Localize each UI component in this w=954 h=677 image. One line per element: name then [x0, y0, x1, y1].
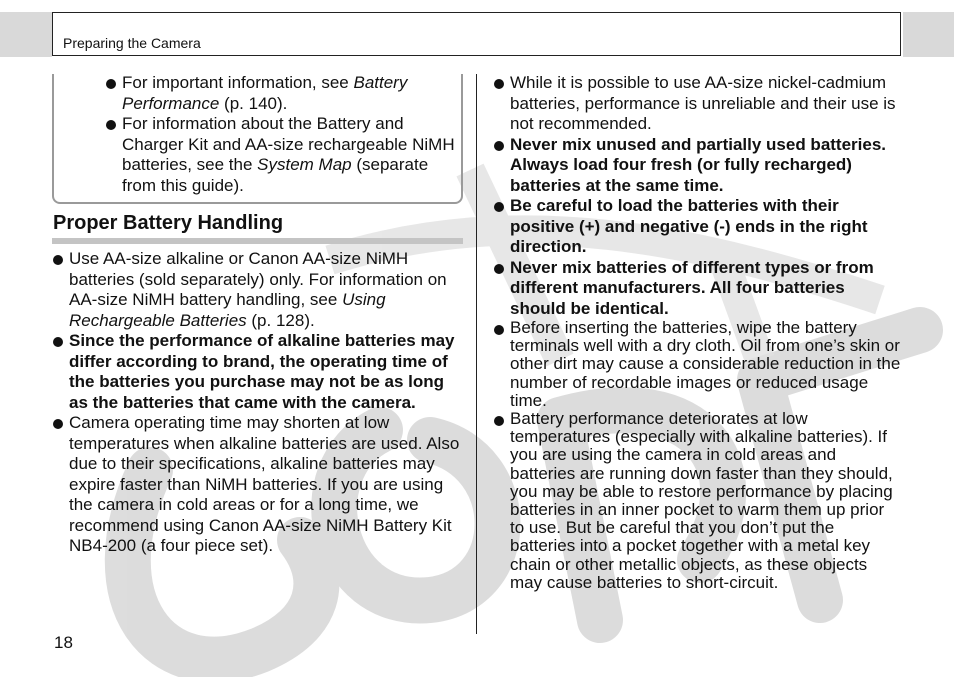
note-item	[105, 73, 457, 114]
note-item-2-ref: System Map	[257, 155, 352, 174]
list-item: Camera operating time may shorten at low temperatures when alkaline batteries are used. Also due to their specifications, alkaline batteries may expire faster than NiMH batteries. If you are using the camera in cold areas or for a long time, we recommend using Canon AA-size NiMH Battery Kit NB4-200 (a four piece set).	[52, 413, 462, 557]
note-item-2-suffix: (separate from this guide).	[122, 155, 429, 195]
note-item-2-text: For information about the Battery and Charger Kit and AA-size rechargeable NiMH batteries, see the	[122, 114, 455, 174]
section-title: Proper Battery Handling	[53, 212, 284, 234]
list-item	[52, 249, 462, 331]
list-item: Never mix batteries of different types or from different manufacturers. All four batteries should be identical.	[493, 258, 903, 320]
left-item-1-ref: Using Rechargeable Batteries	[69, 290, 386, 330]
list-item: Before inserting the batteries, wipe the battery terminals well with a dry cloth. Oil from one’s skin or other dirt may cause a considerable reduction in the number of recordable images or reduced usage time.	[493, 319, 903, 410]
list-item: Never mix unused and partially used batteries. Always load four fresh (or fully recharged) batteries at the same time.	[493, 135, 903, 197]
section-rule	[52, 238, 463, 244]
header-title: Preparing the Camera	[63, 35, 201, 51]
right-column-list	[493, 73, 903, 592]
note-item-1-text: For important information, see	[122, 73, 354, 92]
list-item: Battery performance deteriorates at low temperatures (especially with alkaline batteries). If you are using the camera in cold areas and batteries are running down faster than they should, you may be able to restore performance by placing batteries in an inner pocket to warm them up prior to use. But be careful that you don’t put the batteries into a pocket together with a metal key chain or other metallic objects, as these objects may cause batteries to short-circuit.	[493, 410, 903, 592]
note-item-1-page: (p. 140).	[219, 93, 288, 113]
left-item-1-page: (p. 128).	[246, 310, 315, 330]
left-item-1-text: Use AA-size alkaline or Canon AA-size NiMH batteries (sold separately) only. For information on AA-size NiMH battery handling, see	[69, 249, 447, 309]
list-item: Be careful to load the batteries with their positive (+) and negative (-) ends in the right direction.	[493, 196, 903, 258]
column-divider	[476, 74, 477, 634]
list-item: Since the performance of alkaline batteries may differ according to brand, the operating time of the batteries you purchase may not be as long as the batteries that came with the camera.	[52, 331, 462, 413]
note-item-1-ref: Battery Performance	[122, 73, 408, 113]
note-list	[105, 73, 457, 196]
note-item	[105, 114, 457, 196]
page-number: 18	[54, 633, 73, 652]
list-item: While it is possible to use AA-size nickel-cadmium batteries, performance is unreliable and their use is not recommended.	[493, 73, 903, 135]
left-column-list	[52, 249, 462, 557]
